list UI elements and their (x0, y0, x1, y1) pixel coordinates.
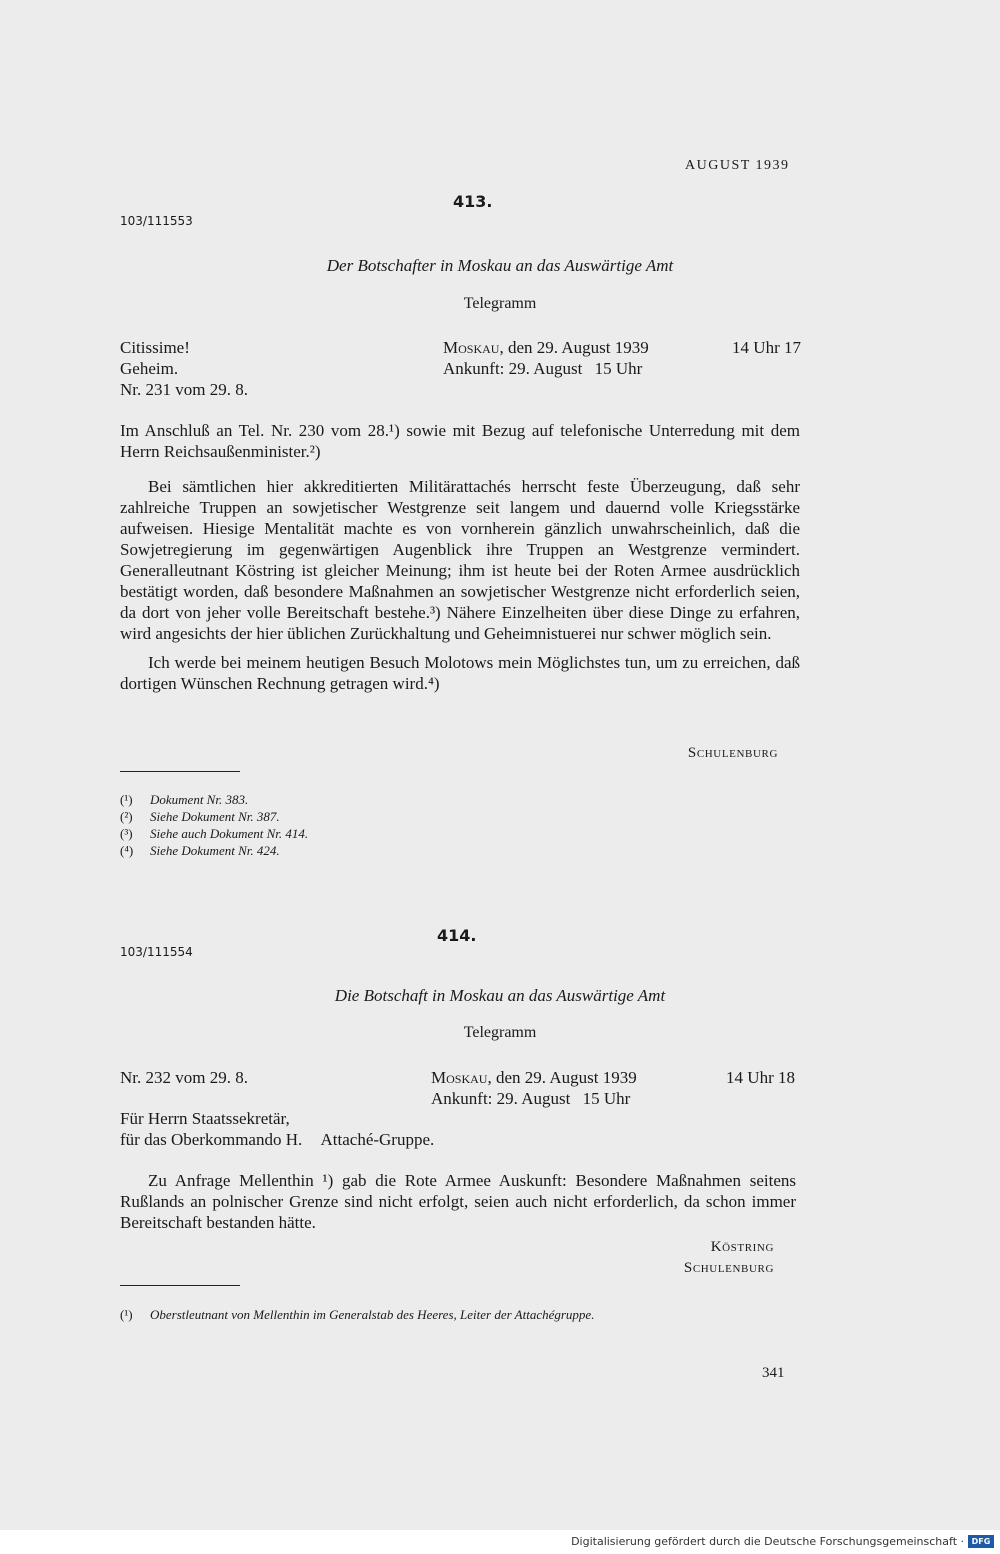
page-number: 341 (762, 1365, 785, 1381)
doc414-place: Moskau (431, 1068, 488, 1087)
doc413-arrival-time: 15 Uhr (594, 359, 643, 378)
doc414-date: , den 29. August 1939 (487, 1068, 637, 1087)
doc413-date: , den 29. August 1939 (499, 338, 649, 357)
doc414-arrival-line (431, 1088, 795, 1109)
doc413-signature: Schulenburg (687, 745, 778, 761)
dfg-logo: DFG (968, 1535, 994, 1548)
doc414-arrival-time: 15 Uhr (582, 1089, 631, 1108)
digitization-footer (0, 1530, 1000, 1554)
doc414-ref: 103/111554 (120, 945, 193, 959)
footnote: (²) Siehe Dokument Nr. 387. (120, 809, 280, 824)
footnote: (⁴) Siehe Dokument Nr. 424. (120, 843, 280, 858)
doc414-signature-1: Köstring (710, 1239, 774, 1255)
doc414-dateline (431, 1067, 795, 1088)
doc413-arrival: Ankunft: 29. August (443, 359, 583, 378)
doc414-signatures (600, 1237, 774, 1279)
doc414-signature-2: Schulenburg (683, 1260, 774, 1276)
doc413-left-header (120, 337, 248, 400)
doc413-time: 14 Uhr 17 (732, 338, 801, 357)
doc414-subtitle: Telegramm (463, 1024, 537, 1041)
doc414-footnote-rule (120, 1285, 240, 1286)
doc414-recipient-2: für das Oberkommando H. Attaché-Gruppe. (120, 1130, 435, 1149)
doc414-title: Die Botschaft in Moskau an das Auswärtige Amt (334, 986, 666, 1005)
doc414-telegram-number: Nr. 232 vom 29. 8. (120, 1068, 248, 1087)
doc413-priority: Citissime! (120, 338, 190, 357)
doc413-paragraph-3: Ich werde bei meinem heutigen Besuch Molotows mein Möglichstes tun, um zu erreichen, daß dortigen Wünschen Rechnung getragen wird.⁴) (120, 653, 800, 693)
doc414-recipient-1: Für Herrn Staatssekretär, (120, 1109, 290, 1128)
doc413-paragraph-1: Im Anschluß an Tel. Nr. 230 vom 28.¹) sowie mit Bezug auf telefonische Unterredung mit dem Herrn Reichsaußenminister.²) (120, 421, 800, 461)
doc413-dateline (443, 337, 801, 358)
doc413-paragraph-2: Bei sämtlichen hier akkreditierten Militärattachés herrscht feste Überzeugung, daß sehr zahlreiche Truppen an sowjetischer Westgrenze seit langem und dauernd volle Kriegsstärke aufweisen. Hiesige Mentalität machte es von vornherein gänzlich unwahrscheinlich, daß die Sowjetregierung im gegenwärtigen Augenblick ihre Truppen an Westgrenze vermindert. Generalleutnant Köstring ist gleicher Meinung; ihm ist heute bei der Roten Armee ausdrücklich bestätigt worden, daß besondere Maßnahmen an sowjetischer Westgrenze nicht erforderlich seien, da dort von jeher volle Bereitschaft bestehe.³) Nähere Einzelheiten über diese Dinge zu erfahren, wird angesichts der hier üblichen Zurückhaltung und Geheimnistuerei nur schwer möglich sein. (120, 477, 800, 643)
doc413-classification: Geheim. (120, 359, 179, 378)
doc414-recipients (120, 1108, 434, 1150)
doc413-subtitle: Telegramm (463, 295, 537, 312)
doc413-title: Der Botschafter in Moskau an das Auswärtige Amt (326, 256, 674, 275)
doc413-number: 413. (453, 192, 493, 211)
doc413-arrival-line (443, 358, 801, 379)
doc414-arrival: Ankunft: 29. August (431, 1089, 571, 1108)
doc414-time: 14 Uhr 18 (726, 1068, 795, 1087)
footnote: (¹) Dokument Nr. 383. (120, 792, 249, 807)
funding-notice: Digitalisierung gefördert durch die Deutsche Forschungsgemeinschaft · (571, 1535, 964, 1548)
doc413-footnote-rule (120, 771, 240, 772)
doc413-telegram-number: Nr. 231 vom 29. 8. (120, 380, 248, 399)
doc413-place: Moskau (443, 338, 500, 357)
doc414-number: 414. (437, 926, 477, 945)
doc413-body (120, 420, 800, 694)
doc414-footnote: (¹) Oberstleutnant von Mellenthin im Generalstab des Heeres, Leiter der Attachégruppe. (120, 1307, 595, 1322)
doc414-dateline-block (431, 1067, 795, 1109)
footnote: (³) Siehe auch Dokument Nr. 414. (120, 826, 309, 841)
doc413-dateline-block (443, 337, 801, 379)
doc413-ref: 103/111553 (120, 214, 193, 228)
doc413-footnotes (120, 791, 308, 859)
running-head: AUGUST 1939 (685, 158, 790, 173)
doc414-paragraph: Zu Anfrage Mellenthin ¹) gab die Rote Armee Auskunft: Besondere Maßnahmen seitens Rußlands an polnischer Grenze sind nicht erfolgt, seien auch nicht erforderlich, da schon immer Bereitschaft bestanden hätte. (120, 1171, 796, 1232)
